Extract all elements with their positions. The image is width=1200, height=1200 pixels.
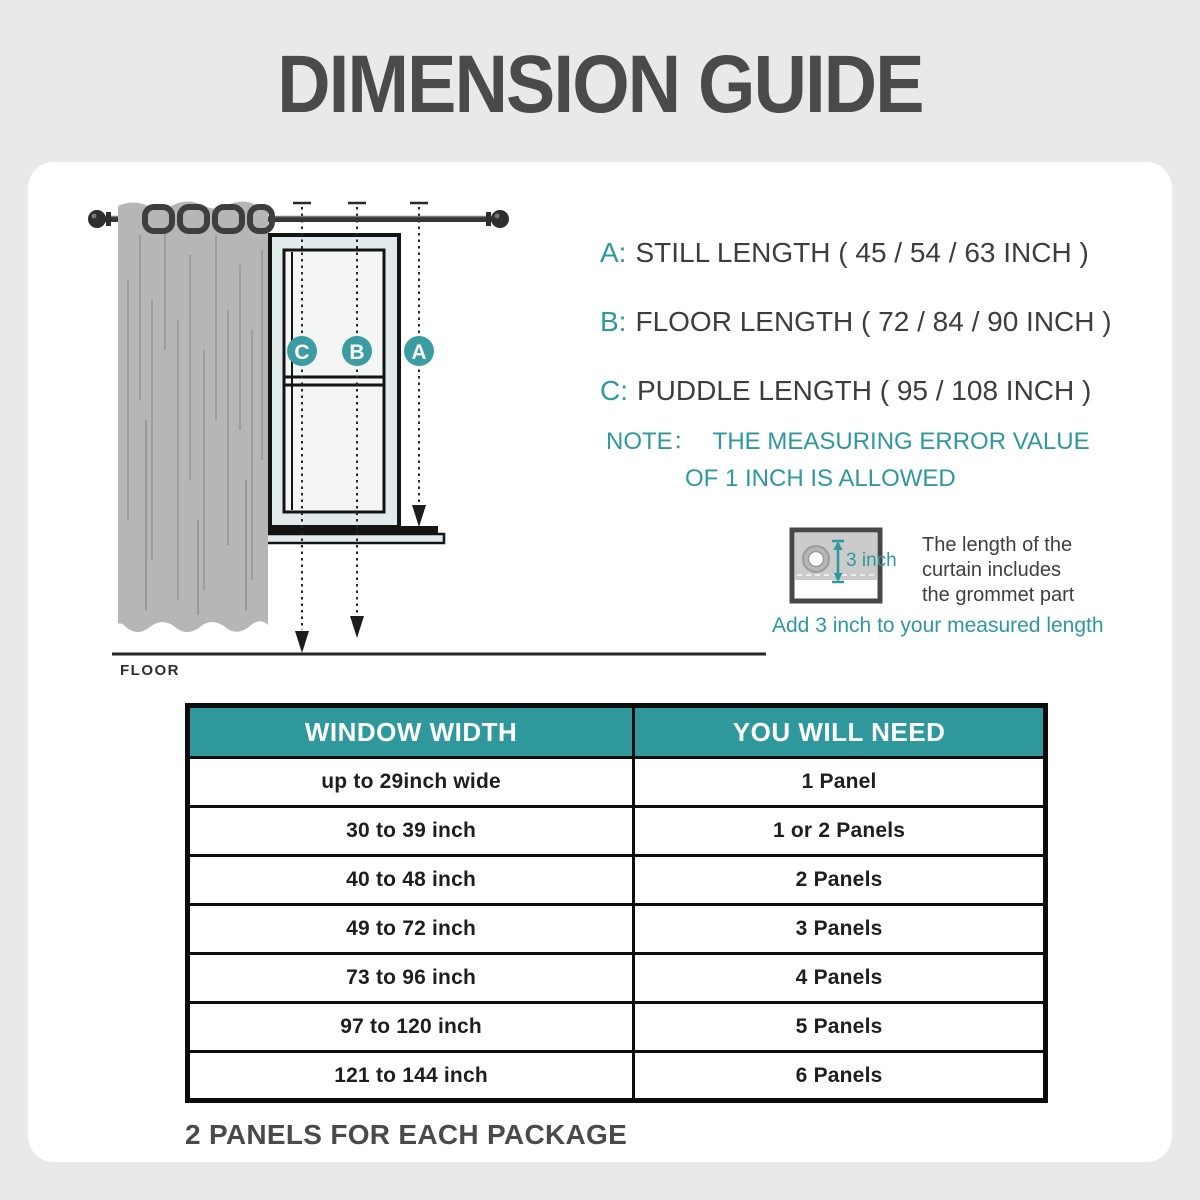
svg-text:C: C xyxy=(294,341,310,364)
cell-width-range: 30 to 39 inch xyxy=(188,807,634,856)
grommet-note-line1: The length of the xyxy=(922,534,1073,556)
header-window-width: WINDOW WIDTH xyxy=(188,706,634,758)
spec-row-b xyxy=(600,307,1112,337)
table-row xyxy=(188,1003,1046,1052)
cell-panel-count: 3 Panels xyxy=(634,905,1046,954)
svg-text:B: B xyxy=(349,341,365,364)
measuring-note xyxy=(606,428,1090,493)
cell-panel-count: 1 or 2 Panels xyxy=(634,807,1046,856)
spec-text-c: PUDDLE LENGTH ( 95 / 108 INCH ) xyxy=(637,375,1092,406)
table-row xyxy=(188,807,1046,856)
table-header-row xyxy=(188,706,1046,758)
cell-width-range: 121 to 144 inch xyxy=(188,1052,634,1101)
package-note: 2 PANELS FOR EACH PACKAGE xyxy=(185,1119,628,1150)
spec-row-a xyxy=(600,238,1112,268)
curtain-panel xyxy=(118,202,268,633)
grommet-note xyxy=(922,533,1074,608)
table-row xyxy=(188,758,1046,807)
content-card xyxy=(28,162,1172,1162)
rod-finial-left xyxy=(88,210,106,228)
measure-badge-b xyxy=(342,336,372,366)
grommet-detail-figure xyxy=(788,526,908,610)
rod-finial-right xyxy=(491,210,509,228)
table-row xyxy=(188,954,1046,1003)
measure-badge-c xyxy=(287,336,317,366)
length-spec-list xyxy=(600,238,1112,445)
note-text-line1: THE MEASURING ERROR VALUE xyxy=(712,428,1090,455)
cell-width-range: up to 29inch wide xyxy=(188,758,634,807)
header-you-will-need: YOU WILL NEED xyxy=(634,706,1046,758)
window-graphic xyxy=(266,235,444,543)
cell-panel-count: 1 Panel xyxy=(634,758,1046,807)
cell-width-range: 49 to 72 inch xyxy=(188,905,634,954)
spec-text-a: STILL LENGTH ( 45 / 54 / 63 INCH ) xyxy=(635,237,1089,268)
spec-prefix-a: A: xyxy=(600,237,627,268)
spec-prefix-b: B: xyxy=(600,306,627,337)
cell-width-range: 97 to 120 inch xyxy=(188,1003,634,1052)
cell-panel-count: 4 Panels xyxy=(634,954,1046,1003)
measure-badge-a xyxy=(404,336,434,366)
note-text-line2: OF 1 INCH IS ALLOWED xyxy=(685,465,956,492)
spec-text-b: FLOOR LENGTH ( 72 / 84 / 90 INCH ) xyxy=(635,306,1112,337)
page-title: DIMENSION GUIDE xyxy=(277,39,923,130)
cell-panel-count: 6 Panels xyxy=(634,1052,1046,1101)
cell-width-range: 73 to 96 inch xyxy=(188,954,634,1003)
spec-row-c xyxy=(600,376,1112,406)
panel-size-table xyxy=(185,703,1048,1103)
table-row xyxy=(188,905,1046,954)
grommet-tip: Add 3 inch to your measured length xyxy=(772,614,1104,637)
floor-label: FLOOR xyxy=(120,662,180,679)
table-row xyxy=(188,1052,1046,1101)
table-header xyxy=(188,706,1046,758)
svg-text:A: A xyxy=(411,341,427,364)
grommet-note-line3: the grommet part xyxy=(922,584,1075,606)
grommet-note-line2: curtain includes xyxy=(922,559,1061,581)
cell-panel-count: 2 Panels xyxy=(634,856,1046,905)
note-label: NOTE： xyxy=(606,428,697,455)
grommet-measure-label: 3 inch xyxy=(846,550,897,571)
spec-prefix-c: C: xyxy=(600,375,628,406)
cell-width-range: 40 to 48 inch xyxy=(188,856,634,905)
table-row xyxy=(188,856,1046,905)
cell-panel-count: 5 Panels xyxy=(634,1003,1046,1052)
